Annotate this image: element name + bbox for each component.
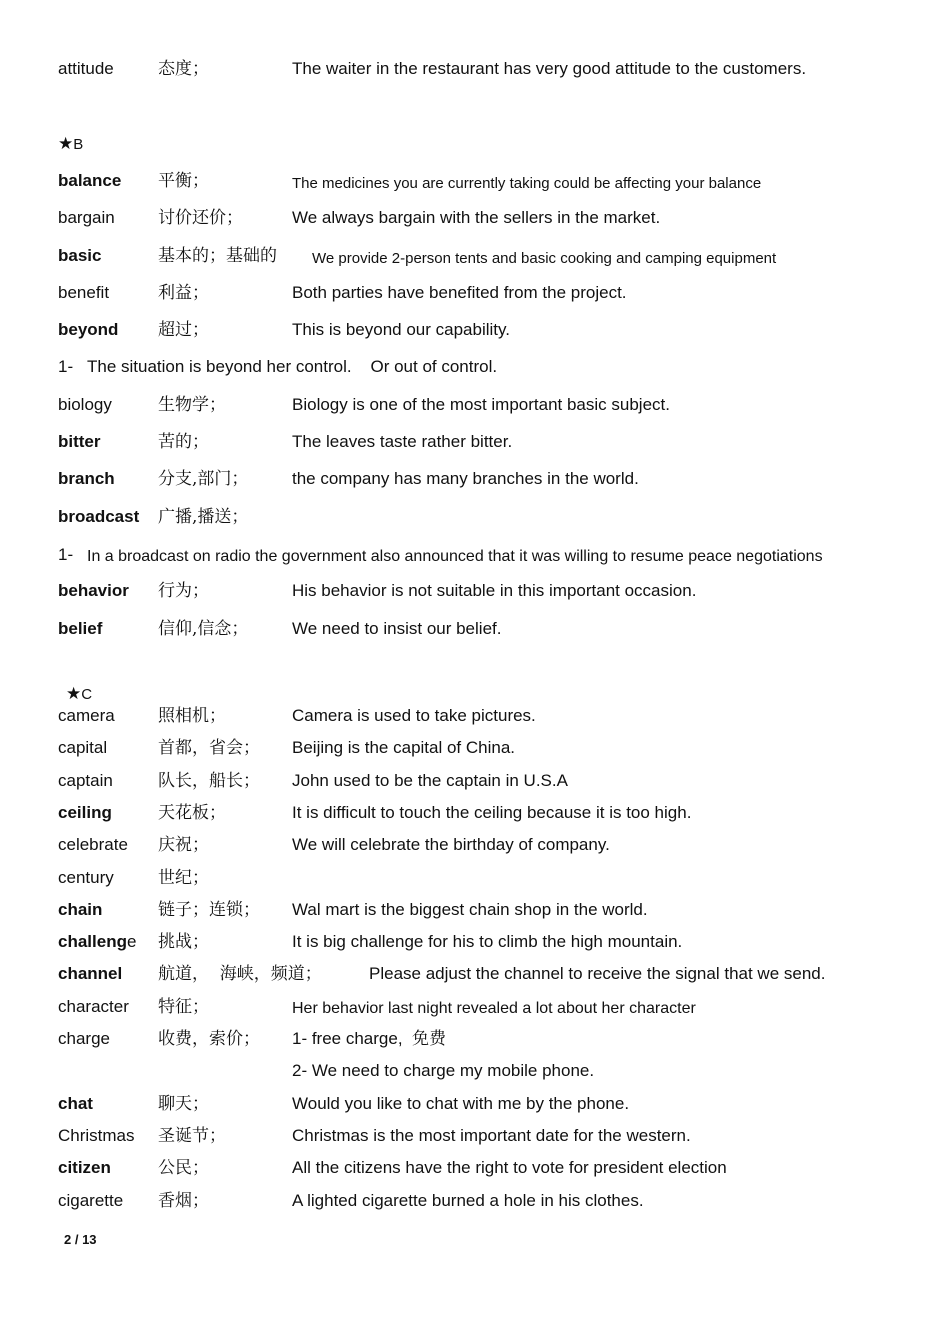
entry-chinese: 庆祝； [158, 835, 209, 855]
entry-chinese: 香烟； [158, 1191, 209, 1211]
entry-chinese: 信仰,信念； [158, 619, 249, 639]
entry-example: His behavior is not suitable in this important occasion. [292, 581, 697, 600]
page-number: 2 / 13 [64, 1232, 97, 1247]
entry-word: cigarette [58, 1191, 124, 1210]
entry-word: capital [58, 738, 108, 757]
entry-word: branch [58, 469, 115, 488]
entry-example: Please adjust the channel to receive the signal that we send. [369, 964, 826, 983]
entry-word: belief [58, 619, 103, 638]
entry-chinese: 讨价还价； [158, 208, 243, 228]
entry-chinese: 聊天； [158, 1094, 209, 1114]
entry-example: The leaves taste rather bitter. [292, 432, 513, 451]
entry-chinese: 世纪； [158, 868, 209, 888]
entry-example: It is big challenge for his to climb the high mountain. [292, 932, 683, 951]
entry-example: We need to insist our belief. [292, 619, 502, 638]
entry-word: captain [58, 771, 113, 790]
entry-word: century [58, 868, 114, 887]
entry-word: behavior [58, 581, 129, 600]
entry-example: Beijing is the capital of China. [292, 738, 516, 757]
entry-word: Christmas [58, 1126, 135, 1145]
entry-chinese: 平衡； [158, 171, 209, 191]
entry-word: chain [58, 900, 103, 919]
entry-word: chat [58, 1094, 93, 1113]
entry-word: bargain [58, 208, 115, 227]
example-text: 2- We need to charge my mobile phone. [292, 1061, 595, 1080]
entry-chinese: 挑战； [158, 932, 209, 952]
entry-chinese: 公民； [158, 1158, 209, 1178]
entry-example: Biology is one of the most important basic subject. [292, 395, 670, 414]
entry-chinese: 超过； [158, 320, 209, 340]
entry-chinese: 首都，省会； [158, 738, 260, 758]
entry-chinese: 链子；连锁； [158, 900, 260, 920]
entry-word: balance [58, 171, 122, 190]
entry-example: We will celebrate the birthday of company. [292, 835, 610, 854]
example-text: The situation is beyond her control. Or out of control. [87, 357, 498, 376]
entry-example: All the citizens have the right to vote for president election [292, 1158, 727, 1177]
entry-chinese: 苦的； [158, 432, 209, 452]
entry-example: 1- free charge, 免费 [292, 1029, 447, 1048]
entry-word: camera [58, 706, 115, 725]
entry-word: channel [58, 964, 123, 983]
entry-word: bitter [58, 432, 101, 451]
entry-example: Her behavior last night revealed a lot about her character [292, 1000, 696, 1017]
star-icon: ★ [66, 684, 82, 703]
entry-word: benefit [58, 283, 110, 302]
entry-chinese: 基本的；基础的 [158, 246, 277, 266]
entry-chinese: 圣诞节； [158, 1126, 226, 1146]
entry-word: biology [58, 395, 112, 414]
section-letter: C [81, 686, 93, 703]
entry-example: This is beyond our capability. [292, 320, 510, 339]
entry-chinese: 广播,播送； [158, 507, 249, 527]
entry-example: Wal mart is the biggest chain shop in the world. [292, 900, 648, 919]
entry-word: celebrate [58, 835, 128, 854]
entry-example: A lighted cigarette burned a hole in his clothes. [292, 1191, 644, 1210]
section-heading-c [66, 684, 92, 704]
entry-word: citizen [58, 1158, 111, 1177]
section-heading-b [58, 134, 83, 154]
entry-word-bold: challeng [58, 932, 127, 951]
entry-example: It is difficult to touch the ceiling because it is too high. [292, 803, 692, 822]
example-number: 1- [58, 545, 74, 564]
example-number: 1- [58, 357, 74, 376]
entry-word: charge [58, 1029, 110, 1048]
entry-word: attitude [58, 59, 114, 78]
entry-example: We provide 2-person tents and basic cooking and camping equipment [312, 250, 777, 267]
entry-example: Christmas is the most important date for the western. [292, 1126, 691, 1145]
entry-chinese: 队长，船长； [158, 771, 260, 791]
entry-chinese: 航道， 海峡，频道； [158, 964, 322, 984]
star-icon: ★ [58, 134, 74, 153]
entry-chinese: 天花板； [158, 803, 226, 823]
entry-example: Both parties have benefited from the project. [292, 283, 627, 302]
entry-chinese: 收费，索价； [158, 1029, 260, 1049]
example-text: In a broadcast on radio the government also announced that it was willing to resume peace negotiations [87, 548, 823, 565]
entry-word [58, 932, 136, 952]
entry-example: The waiter in the restaurant has very good attitude to the customers. [292, 59, 807, 78]
entry-word: broadcast [58, 507, 140, 526]
entry-word: beyond [58, 320, 119, 339]
entry-word: ceiling [58, 803, 112, 822]
entry-chinese: 行为； [158, 581, 209, 601]
entry-example: The medicines you are currently taking could be affecting your balance [292, 175, 762, 192]
entry-word-tail: e [126, 932, 137, 951]
entry-chinese: 分支,部门； [158, 469, 249, 489]
entry-example: We always bargain with the sellers in the market. [292, 208, 661, 227]
entry-word: character [58, 997, 129, 1016]
entry-chinese: 生物学； [158, 395, 226, 415]
entry-example: the company has many branches in the world. [292, 469, 639, 488]
entry-chinese: 利益； [158, 283, 209, 303]
section-letter: B [73, 136, 84, 153]
entry-example: Camera is used to take pictures. [292, 706, 536, 725]
entry-chinese: 照相机； [158, 706, 226, 726]
entry-word: basic [58, 246, 102, 265]
entry-example: John used to be the captain in U.S.A [292, 771, 568, 790]
entry-chinese: 特征； [158, 997, 209, 1017]
entry-example: Would you like to chat with me by the phone. [292, 1094, 630, 1113]
entry-chinese: 态度； [158, 59, 209, 79]
